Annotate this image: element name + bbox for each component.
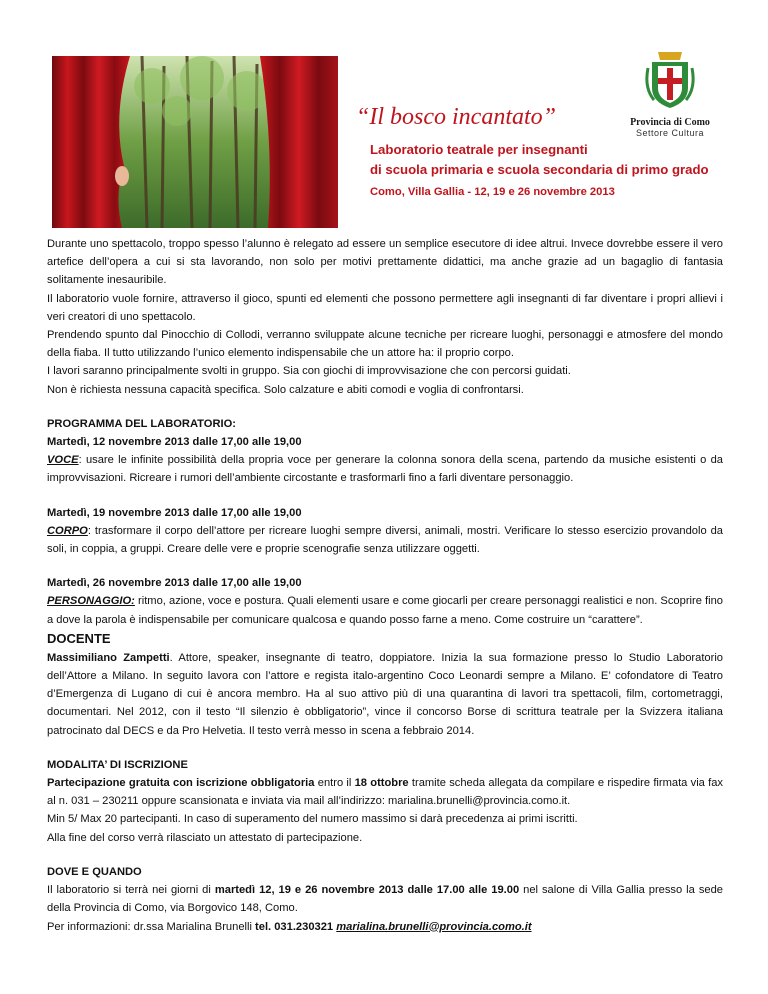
session-description <box>47 592 723 628</box>
intro-paragraph: I lavori saranno principalmente svolti in gruppo. Sia con giochi di improvvisazione che con percorsi guidati. <box>47 365 571 378</box>
iscrizione-attestato: Alla fine del corso verrà rilasciato un attestato di partecipazione. <box>47 831 363 844</box>
docente-bio <box>47 649 723 740</box>
dove-title: DOVE E QUANDO <box>47 865 142 878</box>
session-text: ritmo, azione, voce e postura. Quali elementi usare e come giocarli per creare personaggi realistici e non. Scoprire fino a dove la parola è indispensabile per comunicare qualcosa e quando posso farne a meno. Come costruire un “carattere”. <box>47 595 723 626</box>
program-title: PROGRAMMA DEL LABORATORIO: <box>47 417 236 430</box>
iscrizione-deadline: 18 ottobre <box>354 777 409 790</box>
provincia-logo <box>620 48 720 138</box>
session-date: Martedì, 26 novembre 2013 dalle 17,00 alle 19,00 <box>47 577 302 590</box>
session-keyword: VOCE <box>47 454 79 467</box>
session-description <box>47 522 723 558</box>
subtitle-block <box>370 140 709 202</box>
session-block <box>47 504 723 559</box>
contact-label: Per informazioni: dr.ssa Marialina Brunelli <box>47 920 256 933</box>
intro-paragraph: Non è richiesta nessuna capacità specifica. Solo calzature e abiti comodi e voglia di confrontarsi. <box>47 383 524 396</box>
contact-line <box>47 918 723 936</box>
iscrizione-text: entro il <box>314 777 355 790</box>
iscrizione-bold: Partecipazione gratuita con iscrizione obbligatoria <box>47 777 315 790</box>
iscrizione-paragraph <box>47 774 723 810</box>
dove-dates: martedì 12, 19 e 26 novembre 2013 dalle 17.00 alle 19.00 <box>214 884 520 897</box>
dove-paragraph <box>47 881 723 917</box>
docente-name: Massimiliano Zampetti <box>47 651 170 664</box>
logo-name: Provincia di Como <box>630 117 710 128</box>
intro-section <box>47 235 723 399</box>
session-keyword: PERSONAGGIO: <box>47 595 135 608</box>
iscrizione-text: tramite scheda allegata da compilare e rispedire firmata via fax al n. 031 – 230211 oppure scansionata e inviata via mail all’indirizzo: marialina.brunelli@provincia.como.it. <box>47 777 723 808</box>
curtain-forest-illustration <box>52 56 338 228</box>
intro-paragraph: Il laboratorio vuole fornire, attraverso il gioco, spunti ed elementi che possono permettere agli insegnanti di far diventare i propri allievi i veri creatori di uno spettacolo. <box>47 292 723 323</box>
docente-bio-text: . Attore, speaker, insegnante di teatro, doppiatore. Inizia la sua formazione presso lo Studio Laboratorio dell’Attore a Milano. In seguito lavora con l’attore e regista italo-argentino Coco Leonardi sempre a Milano. E’ cofondatore di Teatro d’Emergenza di Lugano di cui è ancora membro. Ha al suo attivo più di una quarantina di lavori tra spettacoli, film, cortometraggi, documentari. Nel 2012, con il testo “Il silenzio è obbligatorio”, vince il concorso Borse di scrittura teatrale per la Svizzera italiana patrocinato dal DECS e da Pro Helvetia. Il testo verrà messo in scena a febbraio 2014. <box>47 651 723 737</box>
intro-paragraph: Durante uno spettacolo, troppo spesso l’alunno è relegato ad essere un semplice esecutore di idee altrui. Invece dovrebbe essere il vero artefice dell’opera a cui si sta lavorando, non solo per motivi prettamente didattici, ma anche grazie ad un bagaglio di fantasia solitamente inesauribile. <box>47 238 723 287</box>
iscrizione-section <box>47 756 723 847</box>
subtitle-course: Laboratorio teatrale per insegnanti <box>370 142 588 157</box>
dove-section <box>47 863 723 936</box>
session-text: : trasformare il corpo dell’attore per ricreare luoghi sempre diversi, animali, mostri. Verificare lo stesso esercizio provandolo da soli, in coppia, a gruppi. Creare delle vere e proprie scenografie senza utilizzare oggetti. <box>47 524 723 556</box>
coat-of-arms-icon <box>644 48 696 110</box>
logo-subtitle: Settore Cultura <box>635 128 705 138</box>
program-section <box>47 415 723 488</box>
docente-section <box>47 629 723 740</box>
session-date: Martedì, 19 novembre 2013 dalle 17,00 alle 19,00 <box>47 506 302 519</box>
subtitle-place-date: Como, Villa Gallia - 12, 19 e 26 novembre 2013 <box>370 186 615 198</box>
iscrizione-limits: Min 5/ Max 20 partecipanti. In caso di superamento del numero massimo si darà precedenza ai primi iscritti. <box>47 813 578 826</box>
contact-email-link[interactable]: marialina.brunelli@provincia.como.it <box>336 920 532 933</box>
intro-paragraph: Prendendo spunto dal Pinocchio di Collodi, verranno sviluppate alcune tecniche per ricreare luoghi, personaggi e atmosfere del mondo della fiaba. Il tutto utilizzando l’unico elemento indispensabile che un attore ha: il proprio corpo. <box>47 329 723 360</box>
session-description <box>47 451 723 487</box>
event-title: “Il bosco incantato” <box>356 104 557 130</box>
session-text: : usare le infinite possibilità della propria voce per generare la colonna sonora della scena, partendo da musiche esistenti o da improvvisazioni. Ricreare i rumori dell’ambiente circostante e trasformarli fino a farli diventare personaggio. <box>47 454 723 485</box>
session-keyword: CORPO <box>47 524 88 537</box>
subtitle-audience: di scuola primaria e scuola secondaria di primo grado <box>370 162 709 177</box>
session-block <box>47 574 723 629</box>
docente-title: DOCENTE <box>47 630 111 646</box>
contact-phone: tel. 031.230321 <box>255 920 334 933</box>
dove-text: nel salone di Villa Gallia presso la sede della Provincia di Como, via Borgovico 148, Como. <box>47 884 723 915</box>
dove-text: Il laboratorio si terrà nei giorni di <box>47 884 215 897</box>
document-body <box>47 235 723 936</box>
iscrizione-title: MODALITA’ DI ISCRIZIONE <box>47 758 188 771</box>
session-date: Martedì, 12 novembre 2013 dalle 17,00 alle 19,00 <box>47 436 302 449</box>
hero-curtain-image <box>52 56 338 228</box>
